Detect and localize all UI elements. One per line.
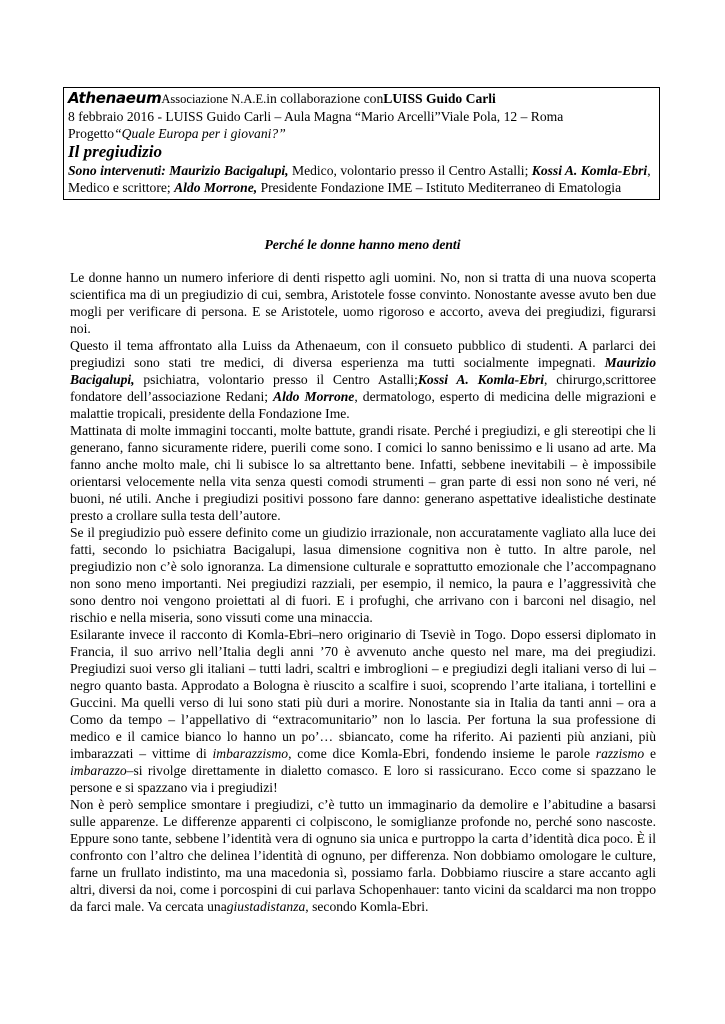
- paragraph: Se il pregiudizio può essere definito come un giudizio irrazionale, non accuratamente vagliato alla luce dei fatti, secondo lo psichiatra Bacigalupi, lasua dimensione cognitiva non è tutto. In altre parole, nel pregiudizio non c’è solo ignoranza. La dimensione culturale e soprattutto emozionale che l’accompagnano non sono meno importanti. Nei pregiudizi razziali, per esempio, il nemico, la paura e l’aggressività che sono dentro noi vengono proiettati al di fuori. E i profughi, che arrivano con i barconi nel disagio, nel rischio e nella miseria, sono vissuti come una minaccia.: [70, 525, 656, 625]
- paragraph: [70, 337, 656, 422]
- speaker-name: Maurizio Bacigalupi,: [169, 163, 289, 178]
- text-run: Non è però semplice smontare i pregiudizi, c’è tutto un immaginario da demolire e l’abitudine a basarsi sulle apparenze. Le differenze apparenti ci colpiscono, le somiglianze profonde no, perché sono nascoste. Eppure sono tante, sebbene l’identità vera di ognuno sia unica e purtroppo la carta d’identità dica poco. È il confronto con l’altro che delinea l’identità di ognuno, per differenza. Non dobbiamo omologare le culture, farne un frullato indistinto, ma una macedonia sì, possiamo farla. Dobbiamo riuscire a stare accanto agli altri, diversi da noi, come i porcospini di cui parlava Schopenhauer: tanto vicini da scaldarci ma non troppo da farci male. Va cercata una: [70, 797, 656, 914]
- italic-term: razzismo: [595, 746, 645, 761]
- collab-prefix: in collaborazione con: [266, 91, 384, 106]
- article-body: [70, 269, 656, 915]
- text-run: , come dice Komla-Ebri, fondendo insieme le parole: [288, 746, 596, 761]
- header-box: [63, 87, 660, 200]
- speaker-name: Aldo Morrone,: [174, 180, 258, 195]
- paragraph: [70, 626, 656, 796]
- speaker-role: Presidente Fondazione IME – Istituto Mediterraneo di Ematologia: [257, 180, 622, 195]
- italic-term: imbarazzo: [70, 763, 127, 778]
- speaker-role: , Medico e scrittore;: [68, 163, 651, 195]
- text-run: e: [644, 746, 657, 761]
- event-line: 8 febbraio 2016 - LUISS Guido Carli – Aula Magna “Mario Arcelli”Viale Pola, 12 – Roma: [68, 109, 564, 124]
- text-run: psichiatra, volontario presso il Centro Astalli;: [134, 372, 418, 387]
- article-title: Perché le donne hanno meno denti: [264, 237, 461, 252]
- text-run: , dermatologo, esperto di medicina delle migrazioni e malattie tropicali, presidente della Fondazione Ime.: [70, 389, 656, 421]
- project-line: [68, 125, 655, 142]
- italic-term: giustadistanza: [226, 899, 306, 914]
- partner-name: LUISS Guido Carli: [383, 91, 496, 106]
- header-line-1: [68, 90, 655, 108]
- project-name: “Quale Europa per i giovani?”: [114, 126, 286, 141]
- association-name: Associazione N.A.E.: [161, 92, 267, 106]
- subject-title: Il pregiudizio: [68, 142, 162, 161]
- paragraph: Le donne hanno un numero inferiore di denti rispetto agli uomini. No, non si tratta di una nuova scoperta scientifica ma di un pregiudizio di cui, sembra, Aristotele fosse convinto. Nonostante avesse avuto ben due mogli per verificare di persona. E se Aristotele, uomo rigoroso e accorto, aveva dei pregiudizi, figurarsi noi.: [70, 270, 656, 336]
- person-name: Kossi A. Komla-Ebri: [417, 372, 545, 387]
- person-name: Aldo Morrone: [273, 389, 355, 404]
- text-run: –si rivolge direttamente in dialetto comasco. E loro si rassicurano. Ecco come si spazzano le persone e si spazzano via i pregiudizi!: [70, 763, 656, 795]
- project-prefix: Progetto: [68, 126, 115, 141]
- speakers: [68, 162, 655, 196]
- text-run: Esilarante invece il racconto di Komla-Ebri–nero originario di Tseviè in Togo. Dopo essersi diplomato in Francia, il suo arrivo nell’Italia degli anni ’70 è avvenuto anche questo nel mare, ma dei pregiudizi. Pregiudizi suoi verso gli italiani – tutti ladri, scaltri e imbroglioni – e pregiudizi degli italiani verso di lui – negro quanto basta. Approdato a Bologna è riuscito a scalfire i suoi, scoprendo l’arte italiana, i tortellini e Guccini. Ma quelli verso di lui sono stati più duri a morire. Nonostante sia in Italia da tanti anni – ora a Como da tempo – l’appellativo di “extracomunitario” non lo lascia. Per fortuna la sua professione di medico e il camice bianco lo hanno un po’… sbiancato, come ha riferito. Ai pazienti più anziani, più imbarazzati – vittime di: [70, 627, 656, 761]
- speaker-name: Kossi A. Komla-Ebri: [531, 163, 648, 178]
- person-name: Maurizio Bacigalupi,: [70, 355, 656, 387]
- italic-term: imbarazzismo: [212, 746, 289, 761]
- athenaeum-logo: Athenaeum: [68, 89, 162, 107]
- text-run: , chirurgo,scrittoree fondatore dell’associazione Redani;: [70, 372, 656, 404]
- speaker-role: Medico, volontario presso il Centro Astalli;: [288, 163, 532, 178]
- text-run: , secondo Komla-Ebri.: [305, 899, 429, 914]
- text-run: Questo il tema affrontato alla Luiss da Athenaeum, con il consueto pubblico di studenti. A parlarci dei pregiudizi sono stati tre medici, di diversa esperienza ma tutti socialmente impegnati.: [70, 338, 656, 370]
- speakers-intro: Sono intervenuti:: [68, 163, 166, 178]
- paragraph: Mattinata di molte immagini toccanti, molte battute, grandi risate. Perché i pregiudizi, e gli stereotipi che li generano, fanno sicuramente ridere, puerili come sono. I comici lo sanno benissimo e li usano ad arte. Ma fanno anche molto male, chi li subisce lo sa altrettanto bene. Infatti, sebbene inevitabili – è impossibile orientarsi velocemente nella vita senza questi comodi strumenti – gran parte di essi non sono né veri, né buoni, né utili. Anche i pregiudizi positivi possono fare danno: generano aspettative idealistiche destinate presto a crollare sulla testa dell’autore.: [70, 423, 656, 523]
- paragraph: [70, 796, 656, 915]
